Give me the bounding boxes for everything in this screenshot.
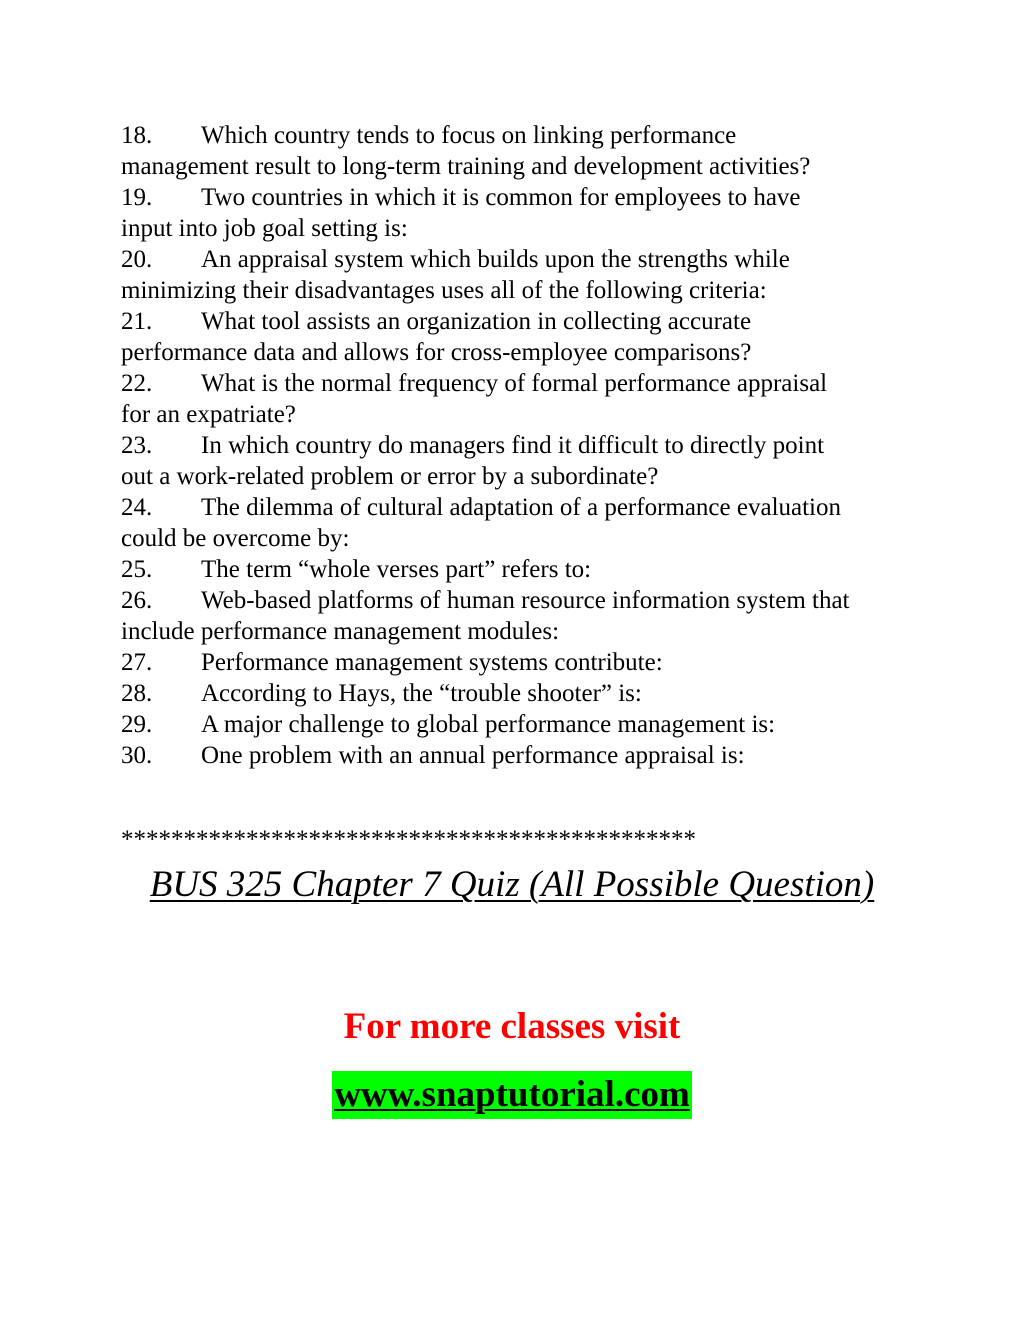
question-item [121, 647, 911, 678]
question-number: 25. [121, 556, 153, 583]
question-text: A major challenge to global performance management is: [201, 711, 776, 738]
question-number: 24. [121, 494, 153, 521]
question-item [121, 554, 911, 585]
question-item [121, 740, 911, 771]
question-number: 22. [121, 370, 153, 397]
question-item [121, 182, 911, 244]
question-text: Performance management systems contribute: [201, 649, 663, 676]
question-item [121, 244, 911, 306]
question-item [121, 492, 911, 554]
website-link[interactable]: www.snaptutorial.com [332, 1071, 692, 1119]
question-text: Two countries in which it is common for employees to have [201, 184, 801, 211]
question-item [121, 306, 911, 368]
asterisk-separator: ********************************************** [121, 826, 696, 853]
question-number: 26. [121, 587, 153, 614]
question-text-continued: could be overcome by: [121, 525, 350, 552]
question-number: 18. [121, 122, 153, 149]
question-item [121, 430, 911, 492]
question-number: 23. [121, 432, 153, 459]
question-number: 19. [121, 184, 153, 211]
question-text-continued: out a work-related problem or error by a subordinate? [121, 463, 659, 490]
quiz-title-link[interactable]: BUS 325 Chapter 7 Quiz (All Possible Question) [149, 864, 875, 905]
question-text: Web-based platforms of human resource information system that [201, 587, 850, 614]
question-text: Which country tends to focus on linking performance [201, 122, 737, 149]
question-text-continued: minimizing their disadvantages uses all of the following criteria: [121, 277, 767, 304]
question-text: The term “whole verses part” refers to: [201, 556, 592, 583]
question-item [121, 368, 911, 430]
question-text: An appraisal system which builds upon the strengths while [201, 246, 790, 273]
question-text-continued: for an expatriate? [121, 401, 296, 428]
more-classes-heading: For more classes visit [343, 1006, 681, 1047]
question-item [121, 709, 911, 740]
question-item [121, 585, 911, 647]
question-text: In which country do managers find it difficult to directly point [201, 432, 825, 459]
question-number: 21. [121, 308, 153, 335]
question-number: 29. [121, 711, 153, 738]
question-text: What is the normal frequency of formal performance appraisal [201, 370, 828, 397]
question-number: 27. [121, 649, 153, 676]
question-text-continued: management result to long-term training and development activities? [121, 153, 811, 180]
question-list [121, 120, 911, 771]
question-text: One problem with an annual performance appraisal is: [201, 742, 745, 769]
question-item [121, 120, 911, 182]
question-text-continued: input into job goal setting is: [121, 215, 408, 242]
question-number: 20. [121, 246, 153, 273]
question-text-continued: performance data and allows for cross-employee comparisons? [121, 339, 752, 366]
question-text: The dilemma of cultural adaptation of a performance evaluation [201, 494, 842, 521]
question-number: 28. [121, 680, 153, 707]
question-text: What tool assists an organization in collecting accurate [201, 308, 752, 335]
question-text-continued: include performance management modules: [121, 618, 560, 645]
question-item [121, 678, 911, 709]
website-container [0, 1071, 1024, 1119]
question-number: 30. [121, 742, 153, 769]
question-text: According to Hays, the “trouble shooter” is: [201, 680, 642, 707]
